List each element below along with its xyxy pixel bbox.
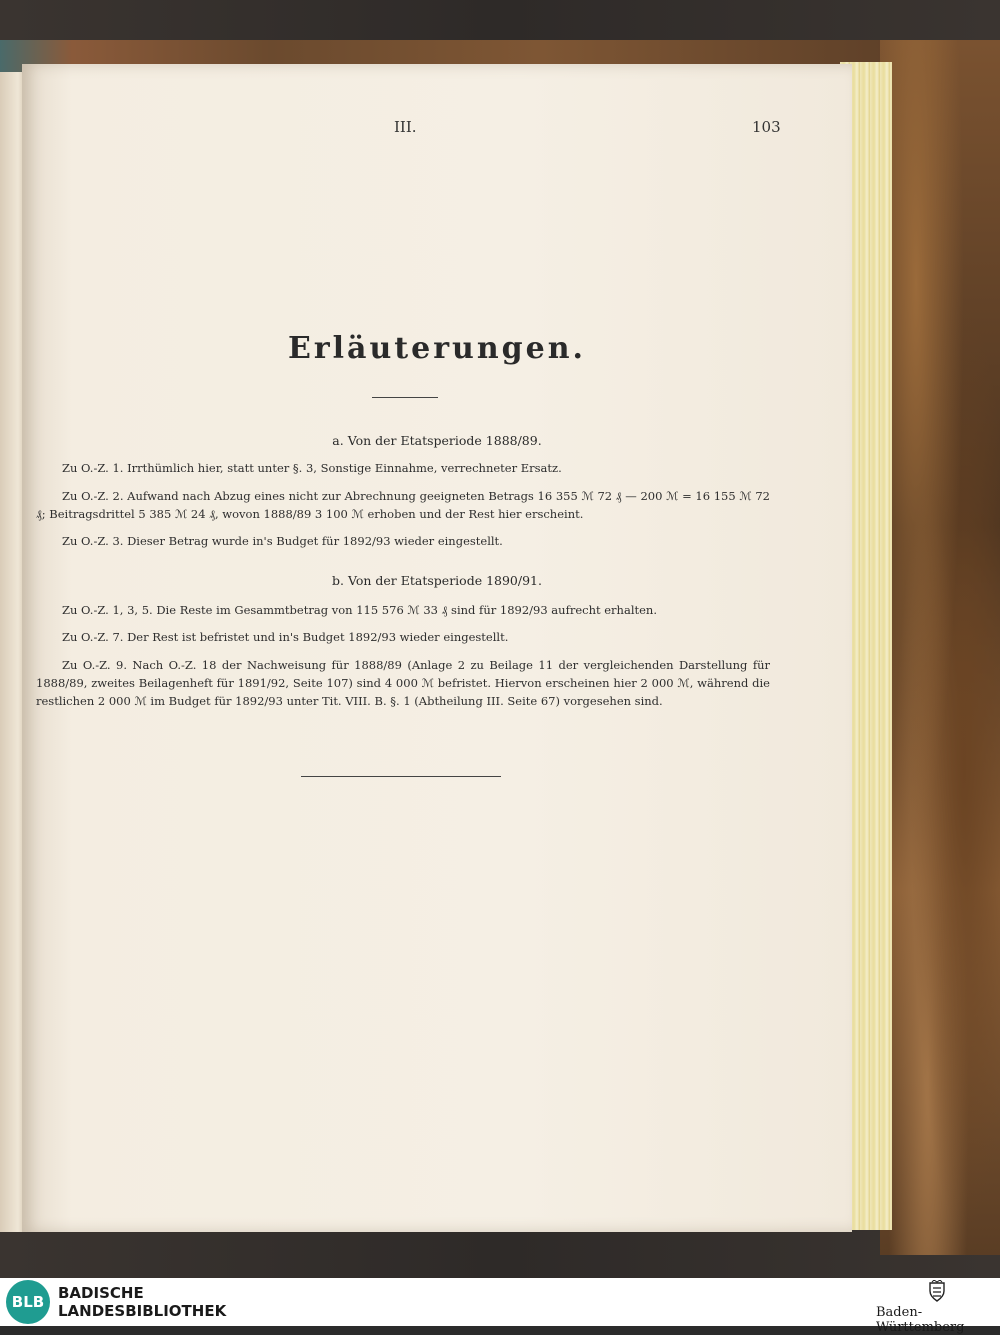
section-a-paragraph-3: Zu O.-Z. 3. Dieser Betrag wurde in's Budget für 1892/93 wieder eingestellt.	[62, 534, 503, 548]
page-title: Erläuterungen.	[287, 331, 586, 366]
book-cover-right-edge	[880, 40, 1000, 1255]
section-a-heading: a. Von der Etatsperiode 1888/89.	[332, 433, 542, 448]
state-name[interactable]: Baden-Württemberg	[876, 1305, 965, 1335]
section-b-heading: b. Von der Etatsperiode 1890/91.	[332, 573, 542, 588]
section-b-paragraph-2: Zu O.-Z. 7. Der Rest ist befristet und in's Budget 1892/93 wieder eingestellt.	[62, 630, 509, 644]
section-b-paragraph-3: Zu O.-Z. 9. Nach O.-Z. 18 der Nachweisung für 1888/89 (Anlage 2 zu Beilage 11 der vergleichenden Darstellung für 1888/89, zweites Beilagenheft für 1891/92, Seite 107) sind 4 000 ℳ befristet. Hiervon erscheinen hier 2 000 ℳ, während die restlichen 2 000 ℳ im Budget für 1892/93 unter Tit. VIII. B. §. 1 (Abtheilung III. Seite 67) vorgesehen sind.	[36, 658, 770, 708]
library-name-line1: BADISCHE	[58, 1284, 144, 1302]
section-a-paragraph-2: Zu O.-Z. 2. Aufwand nach Abzug eines nicht zur Abrechnung geeigneten Betrags 16 355 ℳ 72 ₰ — 200 ℳ = 16 155 ℳ 72 ₰; Beitragsdrittel 5 385 ℳ 24 ₰, wovon 1888/89 3 100 ℳ erhoben und der Rest hier erscheint.	[36, 489, 770, 521]
section-b-paragraph-1: Zu O.-Z. 1, 3, 5. Die Reste im Gesammtbetrag von 115 576 ℳ 33 ₰ sind für 1892/93 aufrecht erhalten.	[62, 603, 657, 617]
document-page	[22, 64, 852, 1232]
title-divider	[372, 397, 438, 398]
end-divider	[301, 776, 501, 777]
footer-bar	[0, 1278, 1000, 1335]
blb-logo[interactable]: BLB	[6, 1280, 50, 1324]
library-name-line2: LANDESBIBLIOTHEK	[58, 1302, 227, 1320]
page-header-section: III.	[394, 118, 417, 136]
library-name[interactable]	[58, 1284, 226, 1320]
page-number: 103	[752, 118, 781, 136]
section-a-paragraph-1: Zu O.-Z. 1. Irrthümlich hier, statt unter §. 3, Sonstige Einnahme, verrechneter Ersatz.	[62, 461, 562, 475]
coat-of-arms-icon	[926, 1280, 948, 1302]
